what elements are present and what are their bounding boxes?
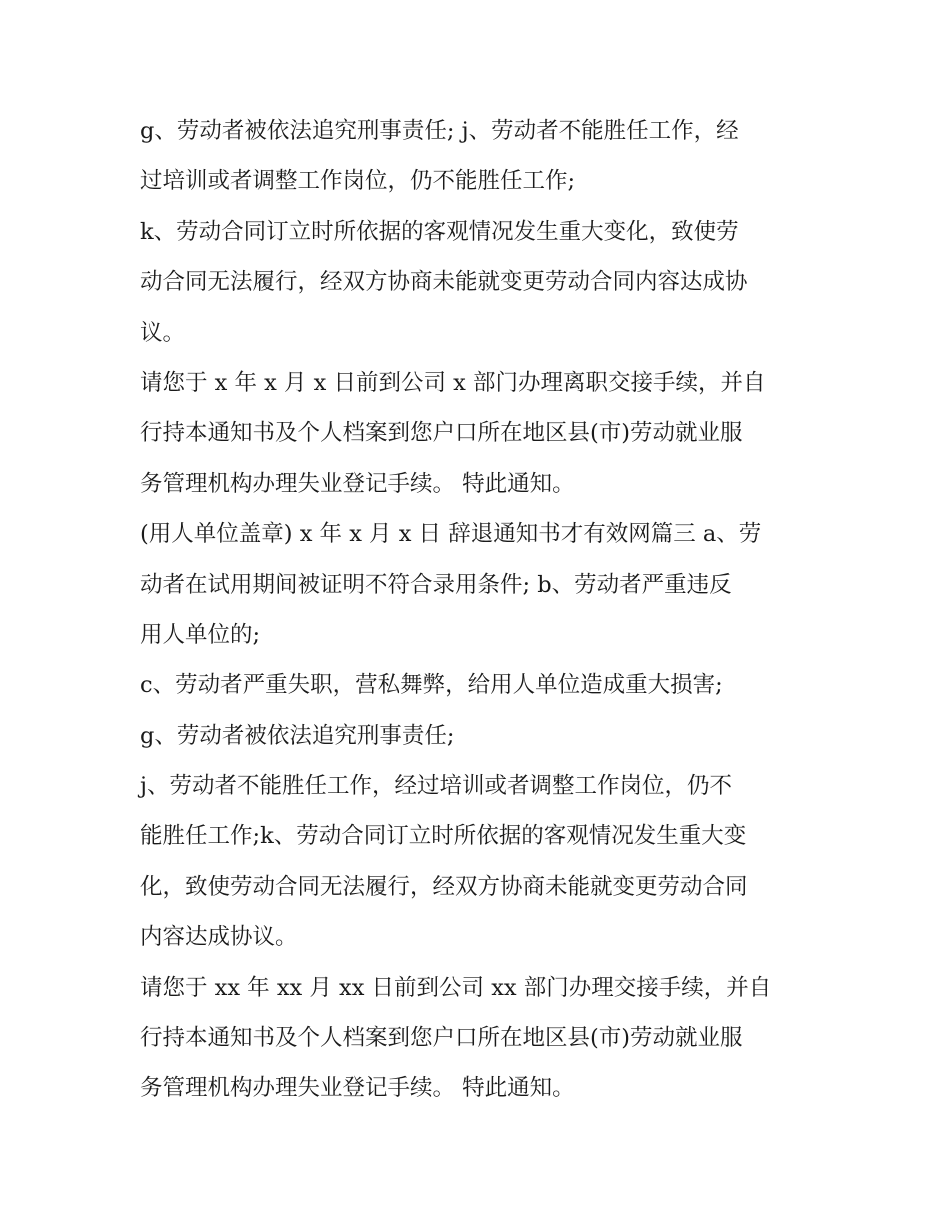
text-line: 行持本通知书及个人档案到您户口所在地区县(市)劳动就业服 (140, 420, 743, 447)
paragraph-dismissal-reason-c (140, 660, 830, 710)
paragraph-dismissal-reason-g (140, 711, 830, 761)
text-line: 能胜任工作;k、劳动合同订立时所依据的客观情况发生重大变 (140, 823, 747, 850)
text-line: g、劳动者被依法追究刑事责任; (140, 722, 455, 749)
paragraph-handover-instructions-2 (140, 963, 830, 1114)
text-line: 用人单位的; (140, 621, 261, 648)
text-line: (用人单位盖章) x 年 x 月 x 日 辞退通知书才有效网篇三 a、劳 (140, 521, 762, 548)
text-line: g、劳动者被依法追究刑事责任; j、劳动者不能胜任工作，经 (140, 118, 739, 144)
text-line: 务管理机构办理失业登记手续。 特此通知。 (140, 1075, 575, 1102)
text-line: j、劳动者不能胜任工作，经过培训或者调整工作岗位，仍不 (140, 773, 732, 800)
text-line: 请您于 x 年 x 月 x 日前到公司 x 部门办理离职交接手续，并自 (140, 369, 766, 396)
paragraph-dismissal-reason-k (140, 207, 830, 358)
paragraph-dismissal-reasons-g-j (140, 106, 830, 207)
text-line: 化，致使劳动合同无法履行，经双方协商未能就变更劳动合同 (140, 873, 748, 900)
text-line: 动合同无法履行，经双方协商未能就变更劳动合同内容达成协 (140, 269, 748, 296)
text-line: 请您于 xx 年 xx 月 xx 日前到公司 xx 部门办理交接手续，并自 (140, 974, 772, 1001)
text-line: k、劳动合同订立时所依据的客观情况发生重大变化，致使劳 (140, 218, 739, 245)
paragraph-dismissal-reasons-j-k (140, 761, 830, 963)
text-line: 过培训或者调整工作岗位，仍不能胜任工作; (140, 168, 576, 195)
text-line: 务管理机构办理失业登记手续。 特此通知。 (140, 470, 575, 497)
paragraph-handover-instructions (140, 358, 830, 509)
text-line: 议。 (140, 319, 186, 346)
document-body (140, 106, 830, 1114)
text-line: 内容达成协议。 (140, 924, 298, 951)
text-line: c、劳动者严重失职，营私舞弊，给用人单位造成重大损害; (140, 672, 723, 699)
paragraph-seal-and-part-three (140, 509, 830, 660)
text-line: 动者在试用期间被证明不符合录用条件; b、劳动者严重违反 (140, 571, 732, 598)
text-line: 行持本通知书及个人档案到您户口所在地区县(市)劳动就业服 (140, 1025, 743, 1052)
